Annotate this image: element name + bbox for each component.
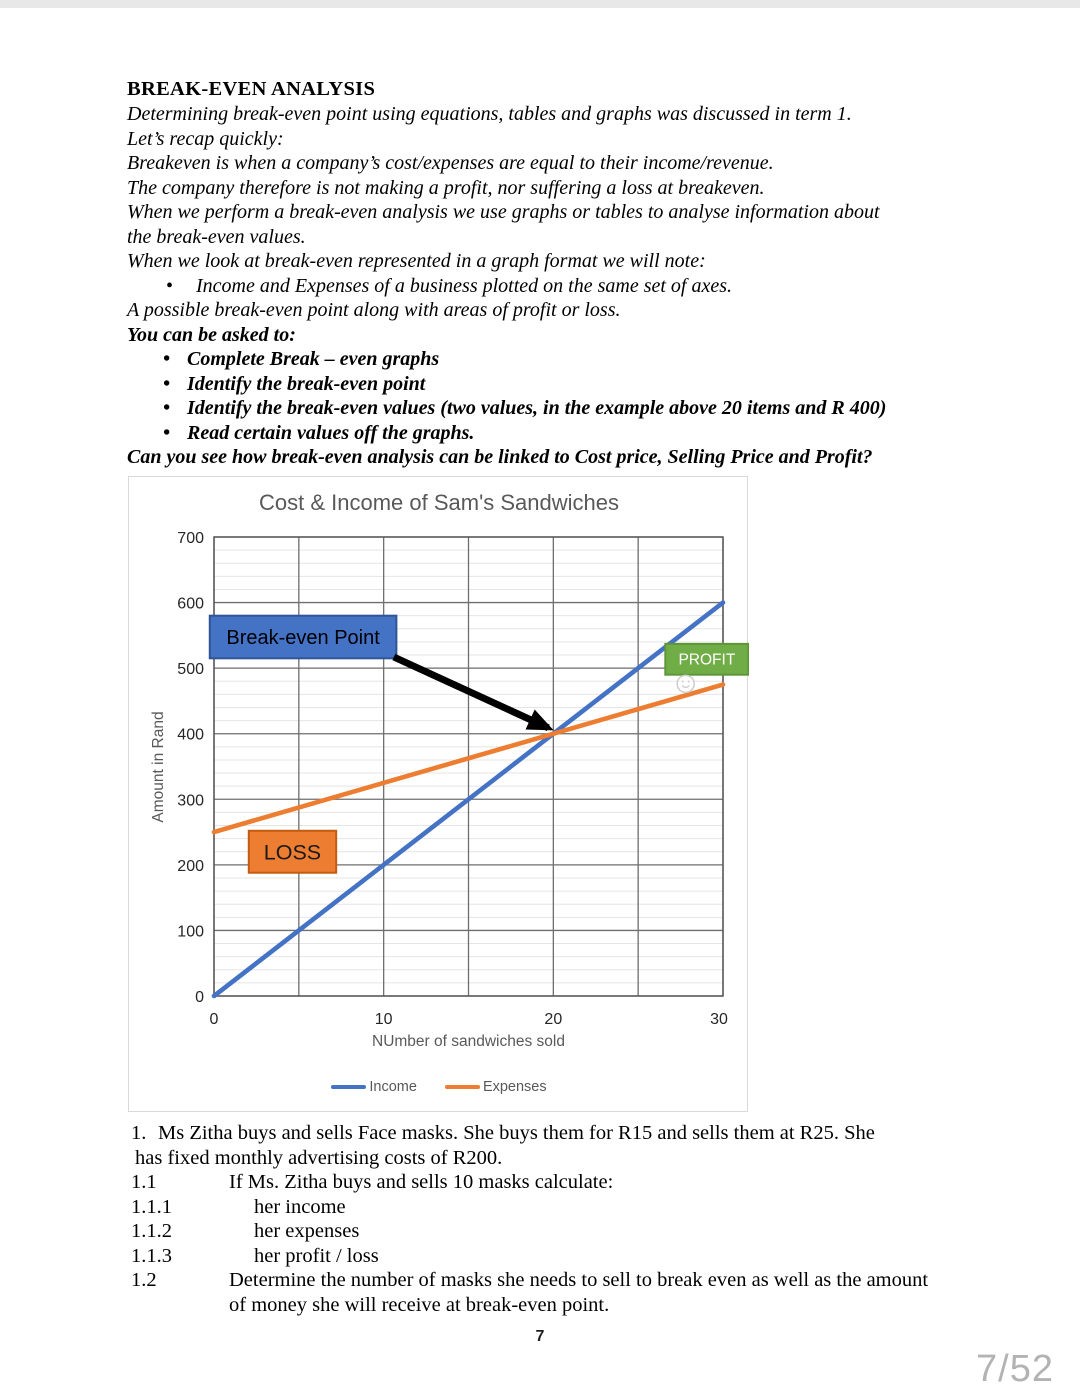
question-text: her profit / loss <box>254 1244 379 1267</box>
svg-text:30: 30 <box>710 1011 728 1028</box>
svg-text:Break-even Point: Break-even Point <box>226 626 380 649</box>
question-row <box>131 1245 379 1268</box>
breakeven-chart-plot <box>129 477 749 1113</box>
question-text: her income <box>254 1195 346 1218</box>
svg-text:400: 400 <box>177 726 204 744</box>
legend-label-income: Income <box>369 1079 417 1095</box>
question-row <box>131 1220 359 1243</box>
doc-bullet-text: Income and Expenses of a business plotted on the same set of axes. <box>196 274 733 297</box>
doc-asked-bullet <box>163 396 886 421</box>
svg-text:200: 200 <box>177 857 204 875</box>
svg-text:300: 300 <box>177 792 204 810</box>
doc-bullet-text: Identify the break-even values (two values, in the example above 20 items and R 400) <box>187 397 887 419</box>
doc-asked-bullet <box>163 421 474 446</box>
chart-title: Cost & Income of Sam's Sandwiches <box>258 490 620 515</box>
breakeven-chart-card <box>128 476 748 1112</box>
doc-heading: BREAK-EVEN ANALYSIS <box>127 78 376 100</box>
svg-text:0: 0 <box>209 1011 219 1028</box>
question-text: has fixed monthly advertising costs of R200. <box>135 1146 503 1169</box>
question-text: Ms Zitha buys and sells Face masks. She buys them for R15 and sells them at R25. She <box>158 1122 875 1144</box>
expenses-line-swatch <box>445 1085 480 1090</box>
svg-text:20: 20 <box>544 1011 563 1028</box>
doc-line: The company therefore is not making a profit, nor suffering a loss at breakeven. <box>127 176 765 199</box>
doc-line: When we perform a break-even analysis we use graphs or tables to analyse information about <box>127 201 880 223</box>
svg-text:10: 10 <box>374 1011 393 1028</box>
x-axis-title: NUmber of sandwiches sold <box>372 1033 565 1050</box>
doc-bullet-text: Complete Break – even graphs <box>187 348 440 370</box>
doc-line: A possible break-even point along with areas of profit or loss. <box>127 299 621 321</box>
question-text: If Ms. Zitha buys and sells 10 masks calculate: <box>229 1171 614 1193</box>
page-indicator: 7/52 <box>976 1348 1054 1390</box>
legend-item-expenses <box>445 1079 547 1095</box>
doc-bullet-text: Identify the break-even point <box>187 372 426 395</box>
doc-line: Let’s recap quickly: <box>127 127 284 150</box>
svg-text:0: 0 <box>195 989 204 1006</box>
question-number: 1.1.3 <box>131 1244 172 1267</box>
question-row <box>131 1196 346 1219</box>
question-number: 1.1.1 <box>131 1195 172 1218</box>
y-axis-title: Amount in Rand <box>150 711 167 823</box>
question-text: Determine the number of masks she needs to sell to break even as well as the amount <box>229 1269 929 1291</box>
page-number: 7 <box>535 1328 545 1345</box>
svg-text:500: 500 <box>177 661 204 679</box>
question-number: 1.1.2 <box>131 1220 172 1242</box>
chart-legend <box>129 1079 749 1095</box>
legend-label-expenses: Expenses <box>482 1079 547 1095</box>
question-row <box>131 1294 609 1317</box>
doc-asked-bullet <box>163 347 439 372</box>
question-number: 1. <box>131 1122 147 1144</box>
doc-line: Breakeven is when a company’s cost/expenses are equal to their income/revenue. <box>127 152 774 174</box>
svg-text:LOSS: LOSS <box>263 840 322 865</box>
svg-text:PROFIT: PROFIT <box>678 651 736 669</box>
doc-line: Determining break-even point using equations, tables and graphs was discussed in term 1. <box>127 103 852 125</box>
question-text: her expenses <box>254 1220 360 1242</box>
svg-text:600: 600 <box>177 595 204 613</box>
doc-bullet-text: Read certain values off the graphs. <box>187 421 475 444</box>
doc-asked-heading: You can be asked to: <box>127 323 296 346</box>
question-row <box>131 1122 875 1145</box>
doc-asked-bullet <box>163 372 425 397</box>
doc-line: When we look at break-even represented in a graph format we will note: <box>127 250 706 272</box>
svg-text:100: 100 <box>177 923 204 941</box>
question-row <box>131 1147 502 1170</box>
question-number: 1.2 <box>131 1269 157 1291</box>
svg-text:700: 700 <box>177 530 204 547</box>
window-top-edge <box>0 0 1080 8</box>
doc-bullet-axes <box>166 274 732 299</box>
question-row <box>131 1269 928 1292</box>
legend-item-income <box>331 1079 417 1095</box>
doc-line: the break-even values. <box>127 225 306 248</box>
question-text: of money she will receive at break-even point. <box>229 1293 610 1316</box>
question-number: 1.1 <box>131 1171 157 1193</box>
question-row <box>131 1171 613 1194</box>
doc-question-line: Can you see how break-even analysis can be linked to Cost price, Selling Price and Profit? <box>127 446 873 468</box>
income-line-swatch <box>331 1085 366 1090</box>
